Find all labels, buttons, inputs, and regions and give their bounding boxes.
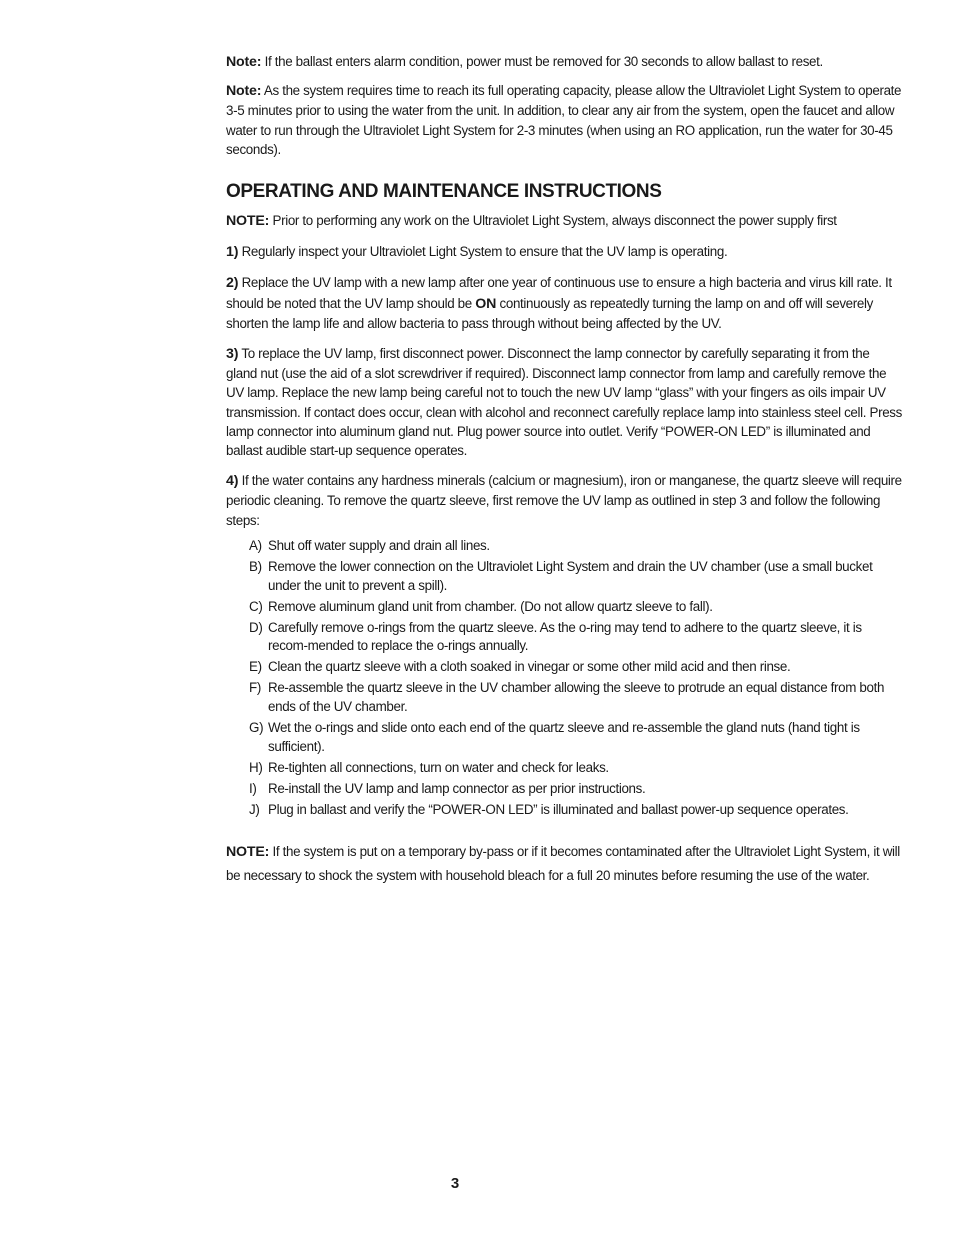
step-1: [226, 242, 902, 262]
list-item-text: Remove aluminum gland unit from chamber. (Do not allow quartz sleeve to fall).: [268, 598, 713, 614]
note-text: As the system requires time to reach its full operating capacity, please allow the Ultraviolet Light System to operate 3-5 minutes prior to using the water from the unit. In addition, to clear any air from the system, open the faucet and allow water to run through the Ultraviolet Light System for 2-3 minutes (when using an RO application, run the water for 30-45 seconds).: [226, 83, 902, 157]
list-item-text: Clean the quartz sleeve with a cloth soaked in vinegar or some other mild acid and then rinse.: [268, 659, 791, 675]
list-item: [226, 780, 902, 799]
page-number: 3: [450, 1175, 460, 1192]
step-text-continued: continuously as repeatedly turning the lamp on and off will severely shorten the lamp life and allow bacteria to pass through without being affected by the UV.: [226, 295, 873, 331]
note-text: If the system is put on a temporary by-pass or if it becomes contaminated after the Ultraviolet Light System, it will be necessary to shock the system with household bleach for a full 20 minutes before resuming the use of the water.: [226, 843, 900, 883]
step-number: 2): [226, 275, 239, 292]
list-item-text: Remove the lower connection on the Ultraviolet Light System and drain the UV chamber (use a small bucket under the unit to prevent a spill).: [268, 558, 873, 593]
step-text: Regularly inspect your Ultraviolet Light System to ensure that the UV lamp is operating.: [241, 244, 728, 260]
list-item: [226, 801, 902, 820]
note-label: Note:: [226, 54, 262, 70]
step-3: [226, 344, 902, 460]
list-item: [226, 558, 902, 596]
step-number: 3): [226, 346, 239, 363]
list-marker: H): [249, 759, 263, 775]
section-heading: OPERATING AND MAINTENANCE INSTRUCTIONS: [226, 181, 662, 203]
list-item: [226, 658, 902, 677]
list-item-text: Wet the o-rings and slide onto each end of the quartz sleeve and re-assemble the gland nuts (hand tight is sufficient).: [268, 720, 860, 754]
list-marker: G): [249, 720, 264, 736]
step-number: 4): [226, 473, 239, 490]
note-text: If the ballast enters alarm condition, power must be removed for 30 seconds to allow ballast to reset.: [264, 54, 823, 69]
list-marker: C): [249, 598, 263, 614]
list-item: [226, 719, 902, 757]
note-label: Note:: [226, 83, 262, 100]
list-item-text: Re-tighten all connections, turn on water and check for leaks.: [268, 759, 609, 775]
list-marker: D): [249, 619, 263, 635]
power-warning-note: [226, 211, 902, 231]
step-text: To replace the UV lamp, first disconnect power. Disconnect the lamp connector by carefully separating it from the gland nut (use the aid of a slot screwdriver if required). Disconnect lamp connector from lamp and carefully remove the UV lamp. Replace the new lamp being careful not to touch the new UV lamp “glass” with your fingers as oils impair UV transmission. If contact does occur, clean with alcohol and reconnect carefully replace lamp into stainless steel cell. Press lamp connector into aluminum gland nut. Plug power source into outlet. Verify “POWER-ON LED” is illuminated and ballast audible start-up sequence operates.: [226, 346, 902, 459]
list-item-text: Re-install the UV lamp and lamp connector as per prior instructions.: [268, 780, 646, 796]
document-body: [226, 52, 902, 887]
list-marker: B): [249, 558, 262, 574]
list-item: [226, 679, 902, 717]
note-shock-treatment: [226, 840, 902, 887]
warning-label: NOTE:: [226, 213, 270, 230]
note-ballast-alarm: [226, 52, 902, 72]
note-label: NOTE:: [226, 843, 270, 860]
sleeve-cleaning-substeps: [226, 537, 902, 820]
list-item: [226, 759, 902, 778]
list-item: [226, 537, 902, 556]
emphasis-on: ON: [475, 295, 497, 312]
list-item-text: Carefully remove o-rings from the quartz sleeve. As the o-ring may tend to adhere to the quartz sleeve, it is recom-mended to replace the o-rings annually.: [268, 619, 862, 654]
list-item: [226, 598, 902, 617]
step-number: 1): [226, 244, 239, 261]
step-2: [226, 273, 902, 333]
step-4: [226, 471, 902, 530]
list-item-text: Shut off water supply and drain all lines.: [268, 537, 490, 553]
list-marker: E): [249, 659, 262, 675]
list-marker: F): [249, 680, 261, 696]
list-marker: A): [249, 537, 262, 553]
step-text: Replace the UV lamp with a new lamp after one year of continuous use to ensure a high bacteria and virus kill rate. It should be noted that the UV lamp should be: [226, 275, 892, 311]
note-operating-capacity: [226, 81, 902, 159]
list-item-text: Re-assemble the quartz sleeve in the UV chamber allowing the sleeve to protrude an equal distance from both ends of the UV chamber.: [268, 680, 885, 715]
step-text: If the water contains any hardness minerals (calcium or magnesium), iron or manganese, the quartz sleeve will require periodic cleaning. To remove the quartz sleeve, first remove the UV lamp as outlined in step 3 and follow the following steps:: [226, 473, 902, 528]
list-marker: J): [249, 801, 260, 817]
warning-text: Prior to performing any work on the Ultraviolet Light System, always disconnect the power supply first: [272, 213, 837, 229]
list-marker: I): [249, 780, 257, 796]
list-item: [226, 619, 902, 657]
list-item-text: Plug in ballast and verify the “POWER-ON LED” is illuminated and ballast power-up sequence operates.: [268, 801, 849, 817]
